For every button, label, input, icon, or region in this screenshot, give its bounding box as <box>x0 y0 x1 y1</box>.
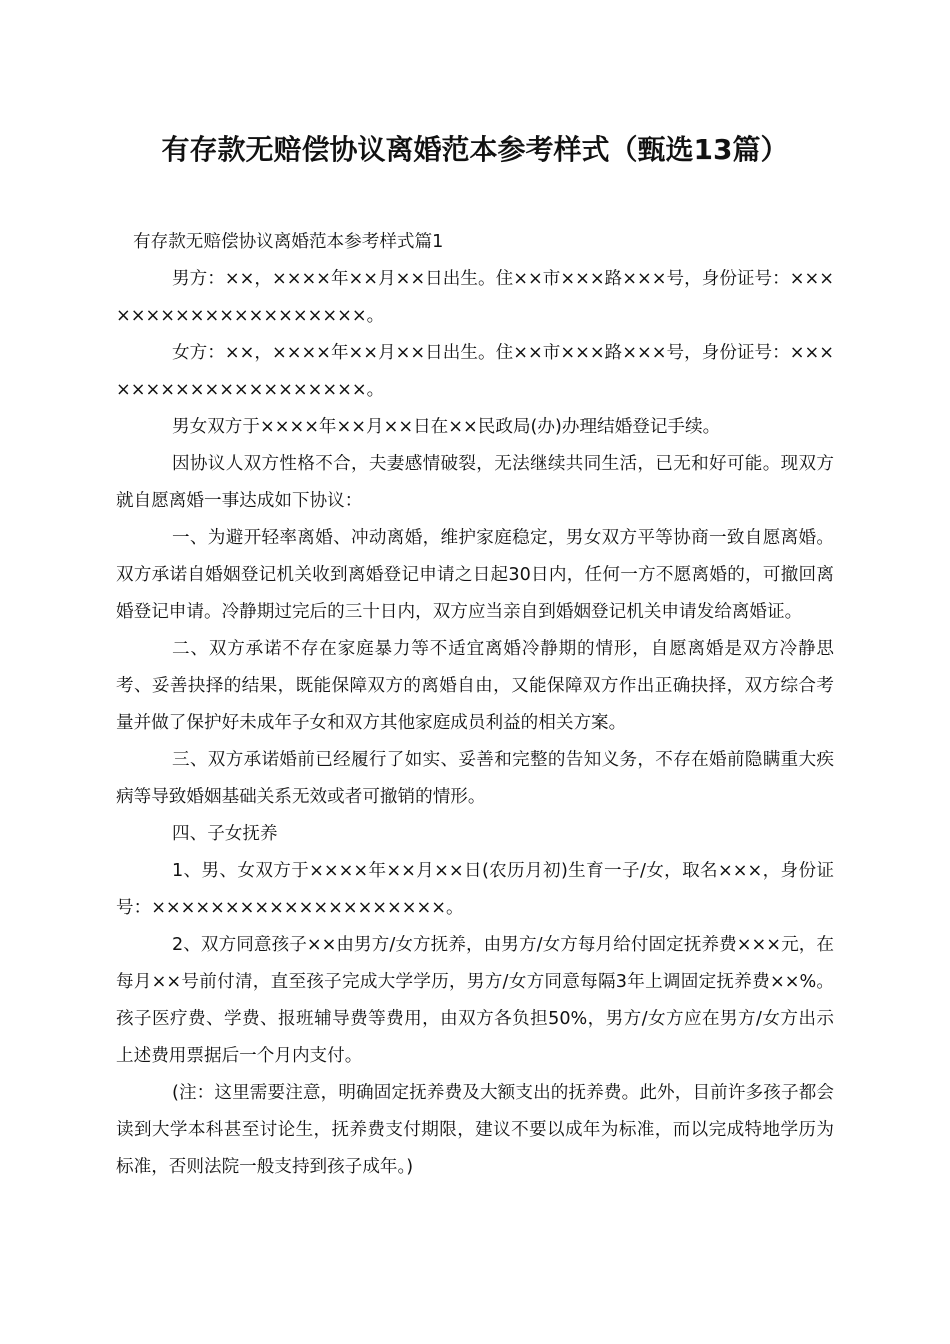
paragraph-child-birth: 1、男、女双方于××××年××月××日(农历月初)生育一子/女，取名×××，身份证号：××××××××××××××××××××。 <box>116 861 834 918</box>
document-body <box>116 224 834 1186</box>
paragraph-clause-1: 一、为避开轻率离婚、冲动离婚，维护家庭稳定，男女双方平等协商一致自愿离婚。双方承诺自婚姻登记机关收到离婚登记申请之日起30日内，任何一方不愿离婚的，可撤回离婚登记申请。冷静期过完后的三十日内，双方应当亲自到婚姻登记机关申请发给离婚证。 <box>116 528 834 622</box>
document-title: 有存款无赔偿协议离婚范本参考样式（甄选13篇） <box>161 133 789 166</box>
paragraph-note: (注：这里需要注意，明确固定抚养费及大额支出的抚养费。此外，目前许多孩子都会读到大学本科甚至讨论生，抚养费支付期限，建议不要以成年为标准，而以完成特地学历为标准，否则法院一般支持到孩子成年。) <box>116 1083 834 1177</box>
paragraph-clause-4-heading: 四、子女抚养 <box>172 824 278 844</box>
paragraph-clause-3: 三、双方承诺婚前已经履行了如实、妥善和完整的告知义务，不存在婚前隐瞒重大疾病等导致婚姻基础关系无效或者可撤销的情形。 <box>116 750 834 807</box>
paragraph-marriage-registration: 男女双方于××××年××月××日在××民政局(办)办理结婚登记手续。 <box>172 417 721 437</box>
section-heading: 有存款无赔偿协议离婚范本参考样式篇1 <box>133 232 444 252</box>
paragraph-clause-2: 二、双方承诺不存在家庭暴力等不适宜离婚冷静期的情形，自愿离婚是双方冷静思考、妥善抉择的结果，既能保障双方的离婚自由，又能保障双方作出正确抉择，双方综合考量并做了保护好未成年子女和双方其他家庭成员利益的相关方案。 <box>116 639 834 733</box>
paragraph-reason: 因协议人双方性格不合，夫妻感情破裂，无法继续共同生活，已无和好可能。现双方就自愿离婚一事达成如下协议： <box>116 454 834 511</box>
paragraph-wife: 女方：××，××××年××月××日出生。住××市×××路×××号，身份证号：××××××××××××××××××××。 <box>116 343 834 400</box>
paragraph-husband: 男方：××，××××年××月××日出生。住××市×××路×××号，身份证号：××××××××××××××××××××。 <box>116 269 834 326</box>
paragraph-child-support: 2、双方同意孩子××由男方/女方抚养，由男方/女方每月给付固定抚养费×××元，在每月××号前付清，直至孩子完成大学学历，男方/女方同意每隔3年上调固定抚养费××%。孩子医疗费、学费、报班辅导费等费用，由双方各负担50%，男方/女方应在男方/女方出示上述费用票据后一个月内支付。 <box>116 935 834 1066</box>
